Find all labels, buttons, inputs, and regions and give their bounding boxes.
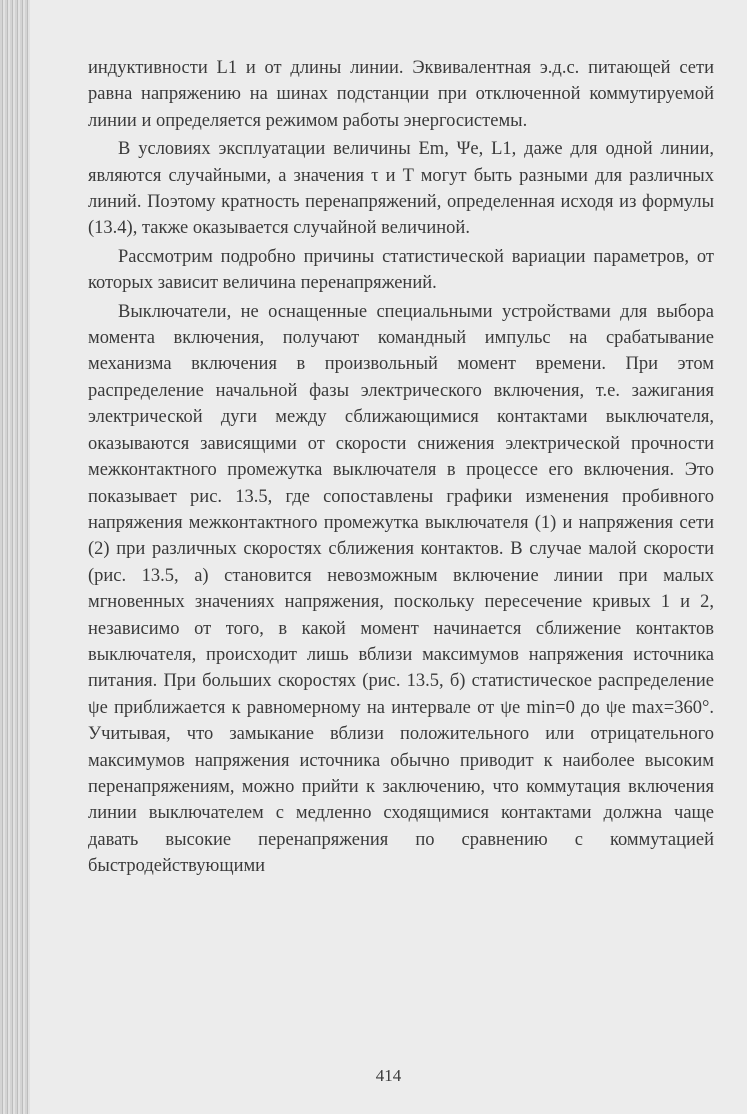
paragraph-1: индуктивности L1 и от длины линии. Эквивалентная э.д.с. питающей сети равна напряжению на шинах подстанции при отключенной коммутируемой линии и определяется режимом работы энергосистемы. — [88, 58, 714, 131]
page-body — [88, 55, 714, 880]
book-binding-edge — [0, 0, 30, 1114]
book-page — [30, 0, 747, 1114]
paragraph-2: В условиях эксплуатации величины Em, Ψe, L1, даже для одной линии, являются случайными, а значения τ и T могут быть разными для различных линий. Поэтому кратность перенапряжений, определенная исходя из формулы (13.4), также оказывается случайной величиной. — [88, 139, 714, 239]
paragraph-3: Рассмотрим подробно причины статистической вариации параметров, от которых зависит величина перенапряжений. — [88, 246, 714, 294]
page-number: 414 — [375, 1066, 402, 1085]
paragraph-4: Выключатели, не оснащенные специальными устройствами для выбора момента включения, получают командный импульс на срабатывание механизма включения в произвольный момент времени. При этом распределение начальной фазы электрического включения, т.е. зажигания электрической дуги между сближающимися контактами выключателя, оказываются зависящими от скорости снижения электрической прочности межконтактного промежутка выключателя в процессе его включения. Это показывает рис. 13.5, где сопоставлены графики изменения пробивного напряжения межконтактного промежутка выключателя (1) и напряжения сети (2) при различных скоростях сближения контактов. В случае малой скорости (рис. 13.5, а) становится невозможным включение линии при малых мгновенных значениях напряжения, поскольку пересечение кривых 1 и 2, независимо от того, в какой момент начинается сближение контактов выключателя, происходит лишь вблизи максимумов напряжения источника питания. При больших скоростях (рис. 13.5, б) статистическое распределение ψe приближается к равномерному на интервале от ψe min=0 до ψe max=360°. Учитывая, что замыкание вблизи положительного или отрицательного максимумов напряжения источника обычно приводит к наиболее высоким перенапряжениям, можно прийти к заключению, что коммутация включения линии выключателем с медленно сходящимися контактами должна чаще давать высокие перенапряжения по сравнению с коммутацией быстродействующими — [88, 301, 714, 877]
